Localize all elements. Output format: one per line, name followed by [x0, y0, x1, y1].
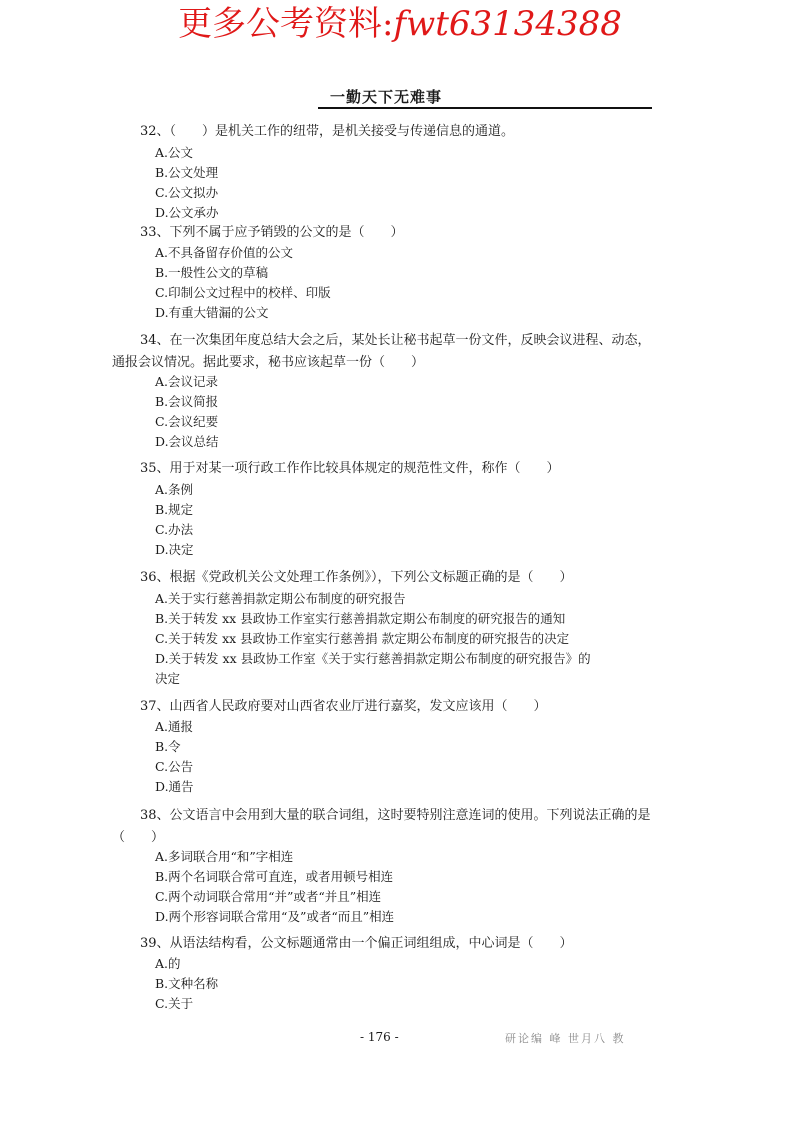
- question-stem: 39、从语法结构看，公文标题通常由一个偏正词组组成，中心词是（ ）: [140, 936, 573, 951]
- option-a: A.通报: [155, 719, 194, 734]
- option-d: D.会议总结: [155, 434, 219, 449]
- option-b: B.会议简报: [155, 394, 219, 409]
- option-c: C.关于: [155, 996, 194, 1011]
- page-header-title: 一勤天下无难事: [330, 88, 443, 106]
- option-d: D.决定: [155, 542, 194, 557]
- option-a: A.的: [155, 956, 181, 971]
- option-d: D.公文承办: [155, 205, 219, 220]
- option-a: A.多词联合用“和”字相连: [155, 849, 294, 864]
- option-d: D.通告: [155, 779, 194, 794]
- option-c: C.公告: [155, 759, 194, 774]
- question-stem: 37、山西省人民政府要对山西省农业厅进行嘉奖，发文应该用（ ）: [140, 699, 547, 714]
- question-stem: 35、用于对某一项行政工作作比较具体规定的规范性文件，称作（ ）: [140, 461, 560, 476]
- option-b: B.关于转发 xx 县政协工作室实行慈善捐款定期公布制度的研究报告的通知: [155, 611, 566, 626]
- option-b: B.公文处理: [155, 165, 219, 180]
- option-a: A.公文: [155, 145, 194, 160]
- option-c: C.印制公文过程中的校样、印版: [155, 285, 331, 300]
- option-d: D.两个形容词联合常用“及”或者“而且”相连: [155, 909, 395, 924]
- promo-text-cn: 更多公考资料:: [178, 4, 394, 44]
- option-b: B.令: [155, 739, 181, 754]
- footer-faint-text: 研论编 峰 世月八 教: [505, 1032, 626, 1045]
- option-b: B.文种名称: [155, 976, 219, 991]
- option-d: D.关于转发 xx 县政协工作室《关于实行慈善捐款定期公布制度的研究报告》的: [155, 651, 591, 666]
- question-stem: 33、下列不属于应予销毁的公文的是（ ）: [140, 225, 404, 240]
- question-stem: 32、（ ）是机关工作的纽带，是机关接受与传递信息的通道。: [140, 124, 515, 139]
- option-b: B.两个名词联合常可直连，或者用顿号相连: [155, 869, 394, 884]
- option-c: C.公文拟办: [155, 185, 219, 200]
- option-a: A.会议记录: [155, 374, 219, 389]
- option-a: A.关于实行慈善捐款定期公布制度的研究报告: [155, 591, 406, 606]
- option-c: C.关于转发 xx 县政协工作室实行慈善捐 款定期公布制度的研究报告的决定: [155, 631, 570, 646]
- option-b: B.一般性公文的草稿: [155, 265, 269, 280]
- option-c: C.会议纪要: [155, 414, 219, 429]
- question-stem: 38、公文语言中会用到大量的联合词组，这时要特别注意连词的使用。下列说法正确的是（ ）: [112, 808, 651, 845]
- option-a: A.条例: [155, 482, 194, 497]
- option-c: C.两个动词联合常用“并”或者“并且”相连: [155, 889, 382, 904]
- promo-banner: [0, 2, 800, 46]
- option-b: B.规定: [155, 502, 194, 517]
- option-a: A.不具备留存价值的公文: [155, 245, 294, 260]
- option-c: C.办法: [155, 522, 194, 537]
- question-stem: 34、在一次集团年度总结大会之后，某处长让秘书起草一份文件，反映会议进程、动态，通报会议情况。据此要求，秘书应该起草一份（ ）: [112, 333, 651, 370]
- header-rule: [318, 107, 652, 109]
- option-d-continuation: 决定: [155, 671, 181, 686]
- question-stem: 36、根据《党政机关公文处理工作条例》），下列公文标题正确的是（ ）: [140, 570, 573, 585]
- page-number: - 176 -: [360, 1030, 399, 1044]
- option-d: D.有重大错漏的公文: [155, 305, 269, 320]
- promo-text-en: fwt63134388: [393, 4, 622, 44]
